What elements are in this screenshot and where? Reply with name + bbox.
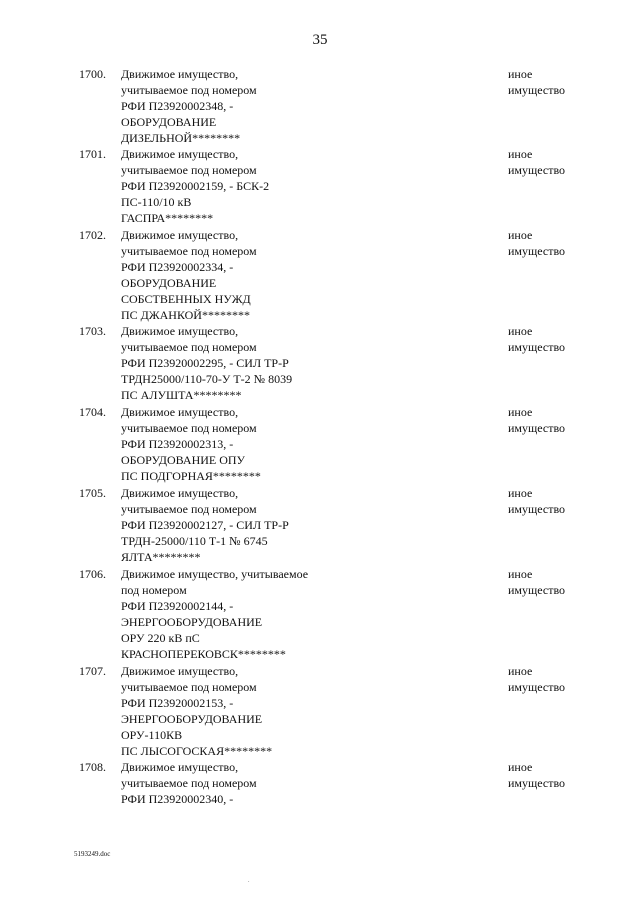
entry-row bbox=[0, 485, 640, 566]
entry-type: иное имущество bbox=[508, 147, 566, 177]
entry-row bbox=[0, 663, 640, 759]
entry-type: иное имущество bbox=[508, 405, 566, 435]
entry-number: 1706. bbox=[79, 567, 106, 581]
entry-description: Движимое имущество, учитываемое под номером РФИ П23920002313, - ОБОРУДОВАНИЕ ОПУ ПС ПОДГОРНАЯ******** bbox=[121, 405, 261, 483]
page-number: 35 bbox=[312, 32, 328, 48]
entries-list bbox=[0, 66, 640, 819]
entry-number: 1701. bbox=[79, 147, 106, 161]
entry-description: Движимое имущество, учитываемое под номером РФИ П23920002295, - СИЛ ТР-Р ТРДН25000/110-70-У Т-2 № 8039 ПС АЛУШТА******** bbox=[121, 324, 293, 402]
entry-description: Движимое имущество, учитываемое под номером РФИ П23920002340, - bbox=[121, 760, 257, 806]
entry-description: Движимое имущество, учитываемое под номером РФИ П23920002127, - СИЛ ТР-Р ТРДН-25000/110 Т-1 № 6745 ЯЛТА******** bbox=[121, 486, 289, 564]
entry-type: иное имущество bbox=[508, 760, 566, 790]
entry-row bbox=[0, 146, 640, 227]
entry-row bbox=[0, 227, 640, 323]
entry-description: Движимое имущество, учитываемое под номером РФИ П23920002159, - БСК-2 ПС-110/10 кВ ГАСПРА******** bbox=[121, 147, 270, 225]
entry-row bbox=[0, 404, 640, 485]
entry-description: Движимое имущество, учитываемое под номером РФИ П23920002153, - ЭНЕРГООБОРУДОВАНИЕ ОРУ-110КВ ПС ЛЫСОГОСКАЯ******** bbox=[121, 664, 273, 758]
entry-type: иное имущество bbox=[508, 664, 566, 694]
entry-row bbox=[0, 759, 640, 819]
entry-description: Движимое имущество, учитываемое под номером РФИ П23920002348, - ОБОРУДОВАНИЕ ДИЗЕЛЬНОЙ******** bbox=[121, 67, 257, 145]
entry-description: Движимое имущество, учитываемое под номером РФИ П23920002334, - ОБОРУДОВАНИЕ СОБСТВЕННЫХ НУЖД ПС ДЖАНКОЙ******** bbox=[121, 228, 257, 322]
entry-description: Движимое имущество, учитываемое под номером РФИ П23920002144, - ЭНЕРГООБОРУДОВАНИЕ ОРУ 220 кВ пС КРАСНОПЕРЕКОВСК******** bbox=[121, 567, 309, 661]
entry-number: 1708. bbox=[79, 760, 106, 774]
entry-number: 1700. bbox=[79, 67, 106, 81]
entry-type: иное имущество bbox=[508, 324, 566, 354]
entry-row bbox=[0, 566, 640, 663]
entry-number: 1705. bbox=[79, 486, 106, 500]
entry-row bbox=[0, 66, 640, 146]
entry-type: иное имущество bbox=[508, 228, 566, 258]
entry-row bbox=[0, 323, 640, 404]
footer-filename: 5193249.doc bbox=[74, 850, 111, 858]
entry-number: 1704. bbox=[79, 405, 106, 419]
entry-type: иное имущество bbox=[508, 567, 566, 597]
bottom-mark: . bbox=[248, 878, 250, 884]
entry-number: 1702. bbox=[79, 228, 106, 242]
entry-number: 1703. bbox=[79, 324, 106, 338]
entry-type: иное имущество bbox=[508, 486, 566, 516]
entry-type: иное имущество bbox=[508, 67, 566, 97]
entry-number: 1707. bbox=[79, 664, 106, 678]
